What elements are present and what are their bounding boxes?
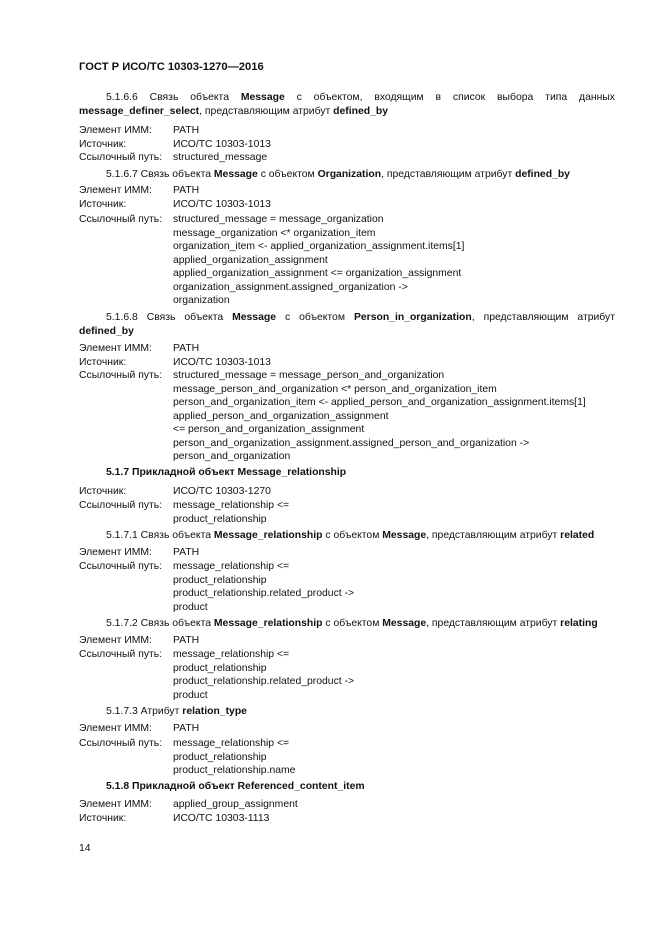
entity-name: Message	[382, 618, 427, 629]
heading-text: , представляющим атрибут	[426, 618, 561, 629]
heading-text: , представляющим атрибут	[381, 169, 516, 180]
entity-name: Message	[213, 169, 258, 180]
field-label: Элемент ИММ:	[79, 547, 152, 558]
attribute-name: defined_by	[79, 325, 134, 337]
heading-text: Связь объекта	[137, 618, 214, 629]
field-label: Элемент ИММ:	[79, 185, 152, 196]
path-line: product	[173, 689, 208, 701]
path-line: product_relationship	[173, 751, 267, 763]
field-label: Ссылочный путь:	[79, 649, 163, 660]
field-label: Ссылочный путь:	[79, 738, 163, 749]
field-value: PATH	[173, 547, 200, 558]
path-line: message_relationship <=	[173, 649, 290, 660]
heading-text: , представляющим атрибут	[471, 312, 615, 323]
heading-text: Связь объекта	[137, 92, 241, 103]
path-line: applied_person_and_organization_assignment	[173, 410, 389, 422]
field-label: Элемент ИММ:	[79, 723, 152, 734]
entity-name: Person_in_organization	[353, 312, 472, 323]
field-value: ИСО/ТС 10303-1270	[173, 486, 271, 497]
path-line: person_and_organization_assignment.assigned_person_and_organization ->	[173, 437, 530, 449]
field-label: Ссылочный путь:	[79, 561, 163, 572]
attribute-name: defined_by	[333, 105, 389, 117]
path-line: product_relationship	[173, 513, 267, 525]
path-line: message_person_and_organization <* person_and_organization_item	[173, 383, 497, 395]
field-label: Элемент ИММ:	[79, 343, 152, 354]
entity-name: Message_relationship	[213, 530, 323, 541]
field-value: ИСО/ТС 10303-1013	[173, 199, 271, 210]
path-line: message_relationship <=	[173, 561, 290, 572]
path-line: message_organization <* organization_item	[173, 227, 376, 239]
document-header: ГОСТ Р ИСО/ТС 10303-1270—2016	[79, 61, 264, 73]
clause-number: 5.1.7.1	[106, 530, 138, 541]
path-line: <= person_and_organization_assignment	[173, 424, 365, 435]
field-label: Источник:	[79, 356, 127, 368]
entity-name: Message	[240, 92, 285, 103]
heading-text: с объектом	[322, 618, 383, 629]
heading-text: , представляющим атрибут	[426, 530, 561, 541]
clause-number: 5.1.6.7	[106, 169, 138, 180]
field-label: Ссылочный путь:	[79, 214, 163, 225]
field-label: Источник:	[79, 199, 127, 210]
field-value: PATH	[173, 185, 200, 196]
path-line: product	[173, 601, 208, 613]
clause-5-1-6-6-heading	[79, 91, 615, 118]
field-value: PATH	[173, 723, 200, 734]
clause-number: 5.1.6.6	[106, 92, 138, 103]
field-value: ИСО/ТС 10303-1013	[173, 138, 271, 150]
clause-number: 5.1.6.8	[106, 312, 138, 323]
clause-5-1-6-8-heading	[79, 311, 615, 338]
heading-text: , представляющим атрибут	[199, 105, 334, 117]
path-line: product_relationship	[173, 662, 267, 674]
path-line: structured_message = message_person_and_organization	[173, 370, 445, 381]
field-value: PATH	[173, 635, 200, 646]
path-line: message_relationship <=	[173, 500, 290, 511]
heading-text: Связь объекта	[137, 312, 233, 323]
attribute-name: relation_type	[182, 706, 247, 717]
heading-text: с объектом	[322, 530, 383, 541]
path-line: organization_item <- applied_organization_assignment.items[1]	[173, 241, 465, 252]
path-line: applied_organization_assignment <= organization_assignment	[173, 268, 462, 279]
field-value: PATH	[173, 125, 200, 136]
entity-name: Message	[382, 530, 427, 541]
entity-name: Organization	[317, 169, 382, 180]
field-value: ИСО/ТС 10303-1013	[173, 356, 271, 368]
attribute-name: defined_by	[515, 169, 570, 180]
path-line: applied_organization_assignment	[173, 254, 328, 266]
heading-text: с объектом, входящим в список выбора типа данных	[284, 92, 615, 103]
clause-5-1-7-3-heading	[106, 705, 247, 719]
heading-text: Связь объекта	[137, 530, 214, 541]
page-number: 14	[79, 843, 91, 854]
field-value: applied_group_assignment	[173, 799, 298, 810]
path-line: product_relationship.related_product ->	[173, 676, 355, 687]
field-value: ИСО/ТС 10303-1113	[173, 812, 270, 824]
path-line: message_relationship <=	[173, 738, 290, 749]
field-label: Источник:	[79, 486, 127, 497]
clause-number: 5.1.7.3	[106, 706, 138, 717]
field-label: Элемент ИММ:	[79, 125, 152, 136]
heading-text: Связь объекта	[137, 169, 214, 180]
clause-5-1-7-2-heading	[106, 617, 598, 631]
entity-name: message_definer_select	[79, 105, 200, 117]
field-label: Источник:	[79, 138, 127, 150]
clause-5-1-6-7-heading	[106, 168, 570, 182]
section-5-1-7-heading: 5.1.7 Прикладной объект Message_relationship	[106, 467, 347, 478]
path-line: product_relationship.related_product ->	[173, 588, 355, 599]
clause-number: 5.1.7.2	[106, 618, 138, 629]
field-label: Элемент ИММ:	[79, 635, 152, 646]
field-label: Источник:	[79, 812, 127, 824]
attribute-name: relating	[560, 618, 598, 629]
clause-5-1-7-1-heading	[106, 529, 594, 543]
path-line: organization_assignment.assigned_organization ->	[173, 281, 408, 293]
path-line: structured_message	[173, 152, 268, 163]
field-label: Ссылочный путь:	[79, 152, 163, 163]
attribute-name: related	[560, 530, 595, 541]
path-line: structured_message = message_organization	[173, 214, 384, 225]
entity-name: Message	[232, 312, 276, 323]
path-line: organization	[173, 295, 230, 306]
section-5-1-8-heading: 5.1.8 Прикладной объект Referenced_content_item	[106, 781, 365, 792]
heading-text: Атрибут	[137, 706, 183, 717]
heading-text: с объектом	[257, 169, 318, 180]
field-label: Ссылочный путь:	[79, 500, 163, 511]
path-line: product_relationship.name	[173, 765, 296, 776]
field-label: Элемент ИММ:	[79, 799, 152, 810]
heading-text: с объектом	[276, 312, 354, 323]
path-line: person_and_organization_item <- applied_person_and_organization_assignment.items[1]	[173, 397, 586, 408]
path-line: product_relationship	[173, 574, 267, 586]
entity-name: Message_relationship	[213, 618, 323, 629]
field-label: Ссылочный путь:	[79, 370, 163, 381]
path-line: person_and_organization	[173, 451, 291, 462]
field-value: PATH	[173, 343, 200, 354]
